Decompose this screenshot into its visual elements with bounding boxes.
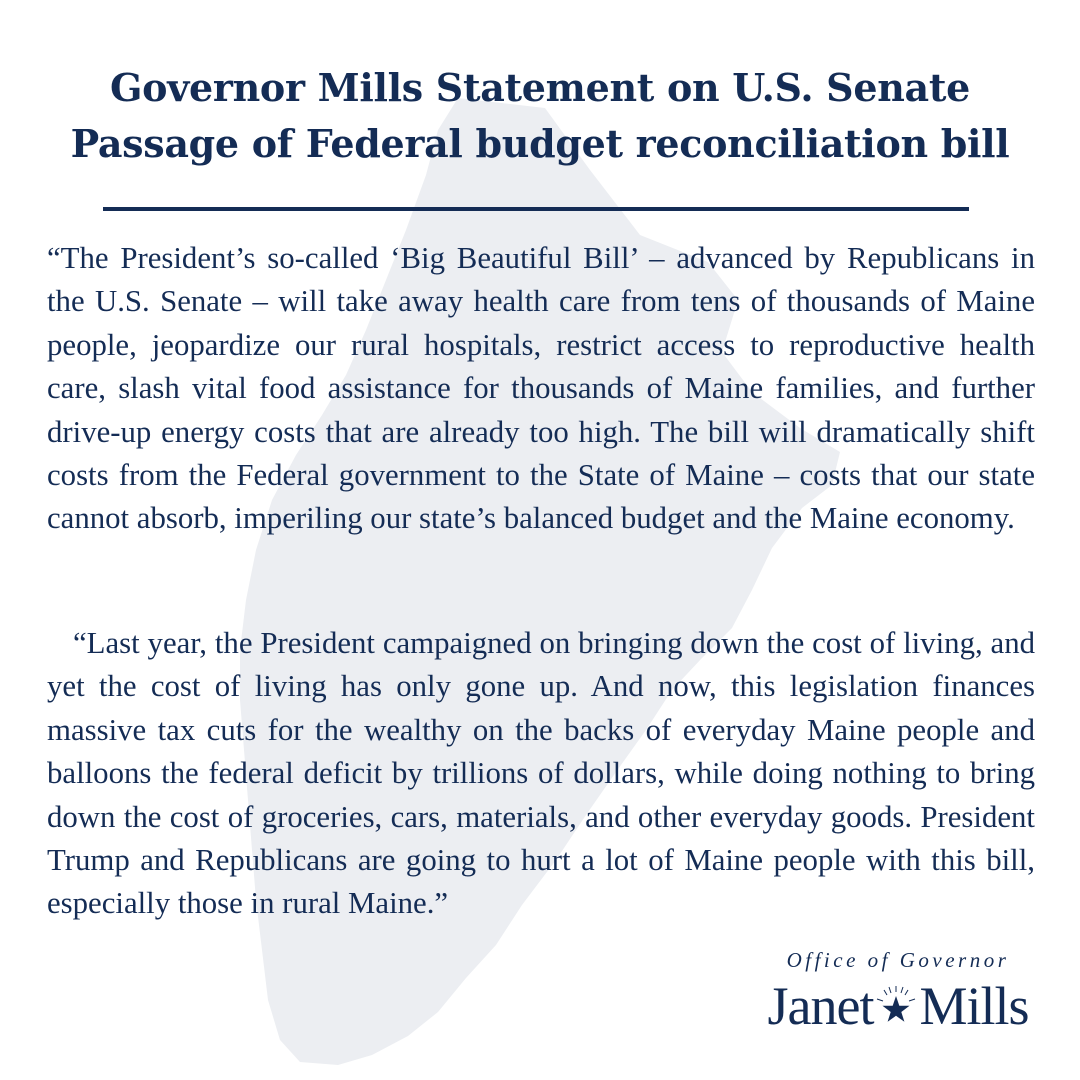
logo-first-name: Janet — [767, 976, 874, 1036]
title-divider — [103, 207, 969, 211]
office-of-governor-logo — [748, 946, 1048, 1038]
title-line-1: Governor Mills Statement on U.S. Senate — [110, 65, 970, 110]
star-icon — [874, 984, 918, 1028]
title-line-2: Passage of Federal budget reconciliation bill — [70, 121, 1010, 166]
logo-name — [748, 974, 1048, 1038]
statement-paragraph-1: “The President’s so-called ‘Big Beautiful Bill’ – advanced by Republicans in the U.S. Senate – will take away health care from tens of thousands of Maine people, jeopardize our rural hospitals, restrict access to reproductive health care, slash vital food assistance for thousands of Maine families, and further drive-up energy costs that are already too high. The bill will dramatically shift costs from the Federal government to the State of Maine – costs that our state cannot absorb, imperiling our state’s balanced budget and the Maine economy. — [47, 241, 1035, 536]
logo-last-name: Mills — [919, 976, 1029, 1036]
statement-paragraph-2: “Last year, the President campaigned on bringing down the cost of living, and yet the cost of living has only gone up. And now, this legislation finances massive tax cuts for the wealthy on the backs of everyday Maine people and balloons the federal deficit by trillions of dollars, while doing nothing to bring down the cost of groceries, cars, materials, and other everyday goods. President Trump and Republicans are going to hurt a lot of Maine people with this bill, especially those in rural Maine.” — [47, 626, 1035, 921]
page-title — [40, 60, 1040, 172]
logo-office-text: Office of Governor — [786, 948, 1010, 972]
